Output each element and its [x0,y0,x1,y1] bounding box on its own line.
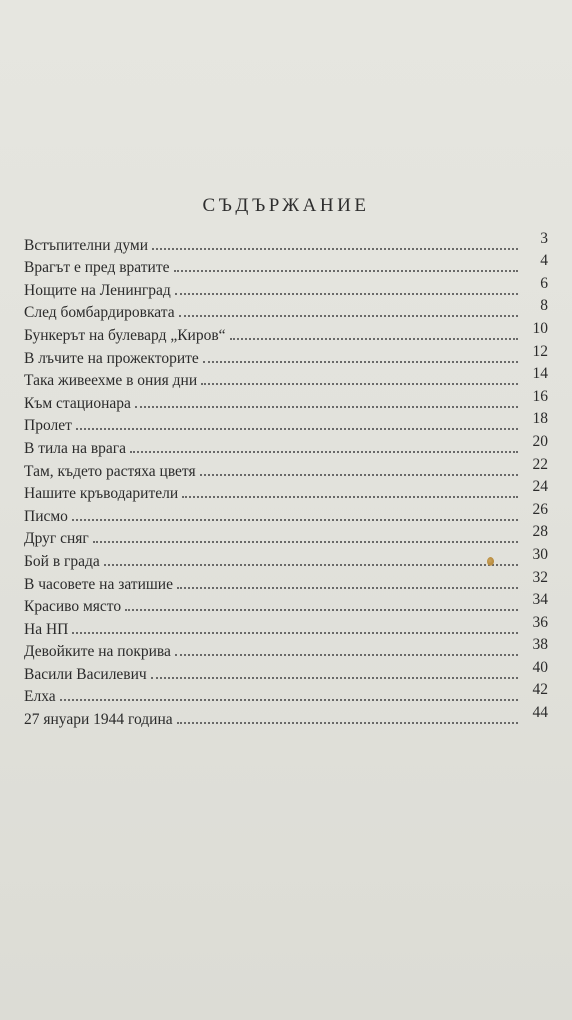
dot-leader [125,609,518,611]
toc-entry [24,525,548,548]
toc-entry-page: 32 [532,568,548,586]
dot-leader [151,677,518,679]
toc-entry-title: Девойките на покрива [24,643,171,661]
toc-entry [24,434,548,457]
dot-leader [177,722,518,724]
toc-entry [24,412,548,435]
dot-leader [135,406,518,408]
toc-entry [24,389,548,412]
toc-entry [24,593,548,616]
toc-entry-page: 16 [532,387,548,405]
toc-entry-page: 36 [532,613,548,631]
toc-entry [24,547,548,570]
toc-entry-title: След бомбардировката [24,304,175,322]
toc-entry-title: Встъпителни думи [24,236,148,254]
dot-leader [200,474,518,476]
toc-entry-page: 10 [532,319,548,337]
contents-heading: СЪДЪРЖАНИЕ [202,195,370,216]
toc-entry [24,344,548,367]
dot-leader [104,564,518,566]
toc-entry-title: Нашите кръводарители [24,485,179,503]
toc-entry-title: 27 януари 1944 година [24,711,173,729]
toc-entry [24,321,548,344]
toc-entry-page: 42 [532,681,548,699]
toc-entry-page: 28 [532,523,548,541]
table-of-contents [24,231,548,728]
dot-leader [72,632,518,634]
toc-entry-title: На НП [24,620,69,638]
toc-entry-title: Бункерът на булевард „Киров“ [24,326,226,344]
toc-entry [24,299,548,322]
dot-leader [182,496,518,498]
toc-entry-title: Пролет [24,417,72,435]
toc-entry [24,367,548,390]
toc-entry-page: 12 [532,342,548,360]
dot-leader [60,699,518,701]
toc-entry-page: 8 [540,297,548,315]
dot-leader [175,293,518,295]
toc-entry-title: Врагът е пред вратите [24,259,170,277]
toc-entry [24,638,548,661]
dot-leader [175,654,518,656]
toc-entry-page: 30 [532,545,548,563]
toc-entry-title: В тила на врага [24,439,127,457]
toc-entry-title: В лъчите на прожекторите [24,349,199,367]
dot-leader [152,248,518,250]
toc-entry-title: Към стационара [24,394,131,412]
toc-entry-page: 3 [540,229,548,247]
toc-entry-title: Така живеехме в ония дни [24,372,198,390]
toc-entry-page: 4 [540,252,548,270]
paper-stain [487,557,494,566]
dot-leader [179,315,518,317]
dot-leader [76,428,518,430]
dot-leader [72,519,518,521]
toc-entry [24,502,548,525]
toc-entry [24,660,548,683]
dot-leader [177,587,518,589]
toc-entry-title: Васили Василевич [24,665,147,683]
toc-entry-page: 22 [532,455,548,473]
dot-leader [201,383,518,385]
dot-leader [174,270,519,272]
toc-entry-page: 26 [532,500,548,518]
toc-entry-page: 34 [532,591,548,609]
toc-entry [24,231,548,254]
dot-leader [93,541,518,543]
toc-entry-title: Елха [24,688,56,706]
toc-entry [24,615,548,638]
toc-entry-page: 40 [532,658,548,676]
toc-entry-page: 20 [532,432,548,450]
toc-entry [24,276,548,299]
dot-leader [203,361,518,363]
toc-entry [24,705,548,728]
toc-entry [24,570,548,593]
toc-entry-page: 14 [532,365,548,383]
toc-entry-title: Писмо [24,507,68,525]
toc-entry-page: 44 [532,704,548,722]
toc-entry-title: Красиво място [24,598,122,616]
toc-entry-page: 18 [532,410,548,428]
toc-entry [24,254,548,277]
toc-entry [24,683,548,706]
toc-entry [24,480,548,503]
toc-entry-title: Друг сняг [24,530,89,548]
toc-entry-page: 24 [532,478,548,496]
toc-entry [24,457,548,480]
dot-leader [130,451,518,453]
toc-entry-page: 6 [540,274,548,292]
toc-entry-title: В часовете на затишие [24,575,173,593]
dot-leader [230,338,518,340]
toc-entry-title: Бой в града [24,552,100,570]
toc-entry-title: Там, където растяха цветя [24,462,196,480]
toc-entry-title: Нощите на Ленинград [24,281,171,299]
toc-entry-page: 38 [532,636,548,654]
